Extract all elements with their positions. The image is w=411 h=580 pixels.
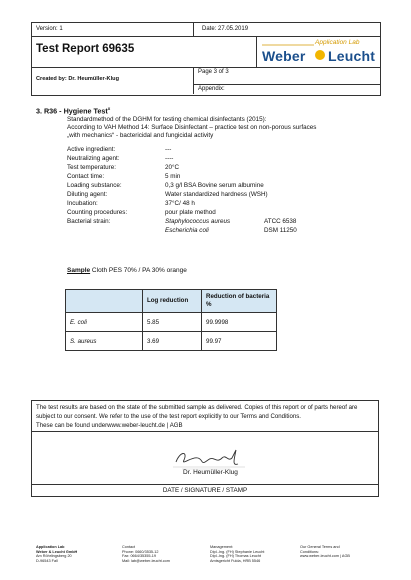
- section-title-sup: x: [107, 106, 111, 111]
- footer-address: [36, 545, 77, 563]
- param-value: pour plate method: [165, 209, 216, 216]
- footer-line: Am Röhrlingsberg 20: [36, 554, 72, 559]
- footer-line: Management:: [210, 545, 234, 549]
- table-row: [66, 332, 277, 351]
- param-label: Counting procedures:: [67, 209, 128, 216]
- created-by: Created by: Dr. Heumüller-Klug: [36, 76, 119, 82]
- date-label: Date: 27.05.2019: [202, 26, 249, 32]
- footer-line: Conditions:: [300, 549, 319, 554]
- table-header-row: [66, 290, 277, 313]
- disclaimer-text: [36, 403, 374, 430]
- header-divider: [193, 67, 194, 94]
- section-title-text: 3. R36 - Hygiene Test: [36, 106, 108, 116]
- footer-line: D-96543 Fall: [36, 558, 58, 563]
- footer-line[interactable]: www.weber-leucht.com | AGB: [300, 554, 350, 559]
- signer-name: Dr. Heumüller-Klug: [183, 469, 238, 476]
- footer-line: Amtsgericht Fulda, HRB 5546: [210, 558, 261, 563]
- header-divider: [256, 37, 257, 67]
- footer-terms: [300, 545, 350, 559]
- stamp-label: DATE / SIGNATURE / STAMP: [31, 484, 379, 496]
- organism-cell: S. aureus: [66, 332, 143, 351]
- logo-leucht: Leucht: [328, 48, 376, 64]
- box-divider: [31, 431, 379, 432]
- param-label: Active ingredient:: [67, 146, 116, 153]
- intro-line: Standardmethod of the DGHM for testing chemical disinfectants (2015):: [67, 116, 267, 123]
- log-reduction-cell: 5.85: [143, 313, 202, 332]
- param-value: Escherichia coli: [165, 227, 209, 234]
- table-row: [66, 313, 277, 332]
- sample-line: [67, 267, 187, 274]
- param-label: Incubation:: [67, 200, 98, 207]
- footer-line: Fax: 0664/35355-19: [122, 554, 156, 559]
- footer-line: Our General Terms and: [300, 545, 340, 549]
- param-label: Diluting agent:: [67, 191, 108, 198]
- version-label: Version: 1: [36, 26, 63, 32]
- footer-management: [210, 545, 264, 563]
- footer-line[interactable]: Mail: lab@weber-leucht.com: [122, 558, 170, 563]
- param-value: 5 min: [165, 173, 181, 180]
- param-label: Bacterial strain:: [67, 218, 111, 225]
- strain-code: ATCC 6538: [264, 218, 297, 225]
- header-divider: [31, 67, 381, 68]
- intro-line: „with mechanics“ - bactericidal and fungicidal activity: [67, 132, 214, 140]
- section-intro: [67, 116, 316, 141]
- header-divider: [193, 22, 194, 37]
- table-header-cell: Log reduction: [143, 290, 202, 313]
- param-label: Loading substance:: [67, 182, 122, 189]
- param-label: Test temperature:: [67, 164, 116, 171]
- footer-line: Application Lab: [36, 545, 65, 549]
- footer-line: Dipl.-Ing. (FH) Stephanie Leucht: [210, 549, 265, 554]
- logo-tagline: Application Lab: [315, 39, 360, 46]
- strain-code: DSM 11250: [264, 227, 297, 234]
- footer-line: Contact: [122, 545, 136, 549]
- footer-line: Weber & Leucht GmbH: [36, 549, 78, 554]
- header-divider: [31, 36, 381, 37]
- header-divider: [193, 84, 381, 85]
- sample-description: Cloth PES 70% / PA 30% orange: [90, 267, 187, 274]
- report-title: Test Report 69635: [36, 43, 135, 55]
- disclaimer-paragraph: The test results are based on the state of the submitted sample as delivered. Copies of this report or of parts hereof are subject to our consent. We refer to the use of the test report explicitly to our Terms and Conditions.: [36, 404, 358, 421]
- param-value: Staphylococcus aureus: [165, 218, 231, 225]
- footer-contact: [122, 545, 170, 563]
- reduction-pct-cell: 99.97: [202, 332, 277, 351]
- logo-weber: Weber: [262, 48, 306, 64]
- param-value: 20°C: [165, 164, 180, 171]
- appendix-label: Appendix:: [198, 86, 225, 92]
- param-value: 37°C/ 48 h: [165, 200, 195, 207]
- logo-sun-icon: [315, 50, 325, 60]
- log-reduction-cell: 3.69: [143, 332, 202, 351]
- results-table: [65, 289, 277, 351]
- sample-label: Sample: [67, 267, 91, 274]
- footer-line: Dipl.-Ing. (FH) Thomas Leucht: [210, 554, 261, 559]
- intro-line: According to VAH Method 14: Surface Disinfectant – practice test on non-porous surfaces: [67, 124, 317, 132]
- organism-cell: E. coli: [66, 313, 143, 332]
- reduction-pct-cell: 99.9998: [202, 313, 277, 332]
- section-title: [36, 106, 110, 115]
- param-label: Neutralizing agent:: [67, 155, 120, 162]
- param-label: Contact time:: [67, 173, 105, 180]
- param-value: Water standardized hardness (WSH): [165, 191, 268, 198]
- param-value: ---: [165, 146, 172, 153]
- param-value: 0,3 g/l BSA Bovine serum albumine: [165, 182, 264, 189]
- footer-line: Phone: 0660/3535-12: [122, 549, 159, 554]
- table-header-cell: Reduction of bacteria %: [202, 290, 277, 313]
- terms-link[interactable]: These can be found underwww.weber-leucht.de | AGB: [36, 422, 183, 430]
- table-header-cell: [66, 290, 143, 313]
- page-number: Page 3 of 3: [198, 69, 229, 75]
- param-value: ----: [165, 155, 174, 162]
